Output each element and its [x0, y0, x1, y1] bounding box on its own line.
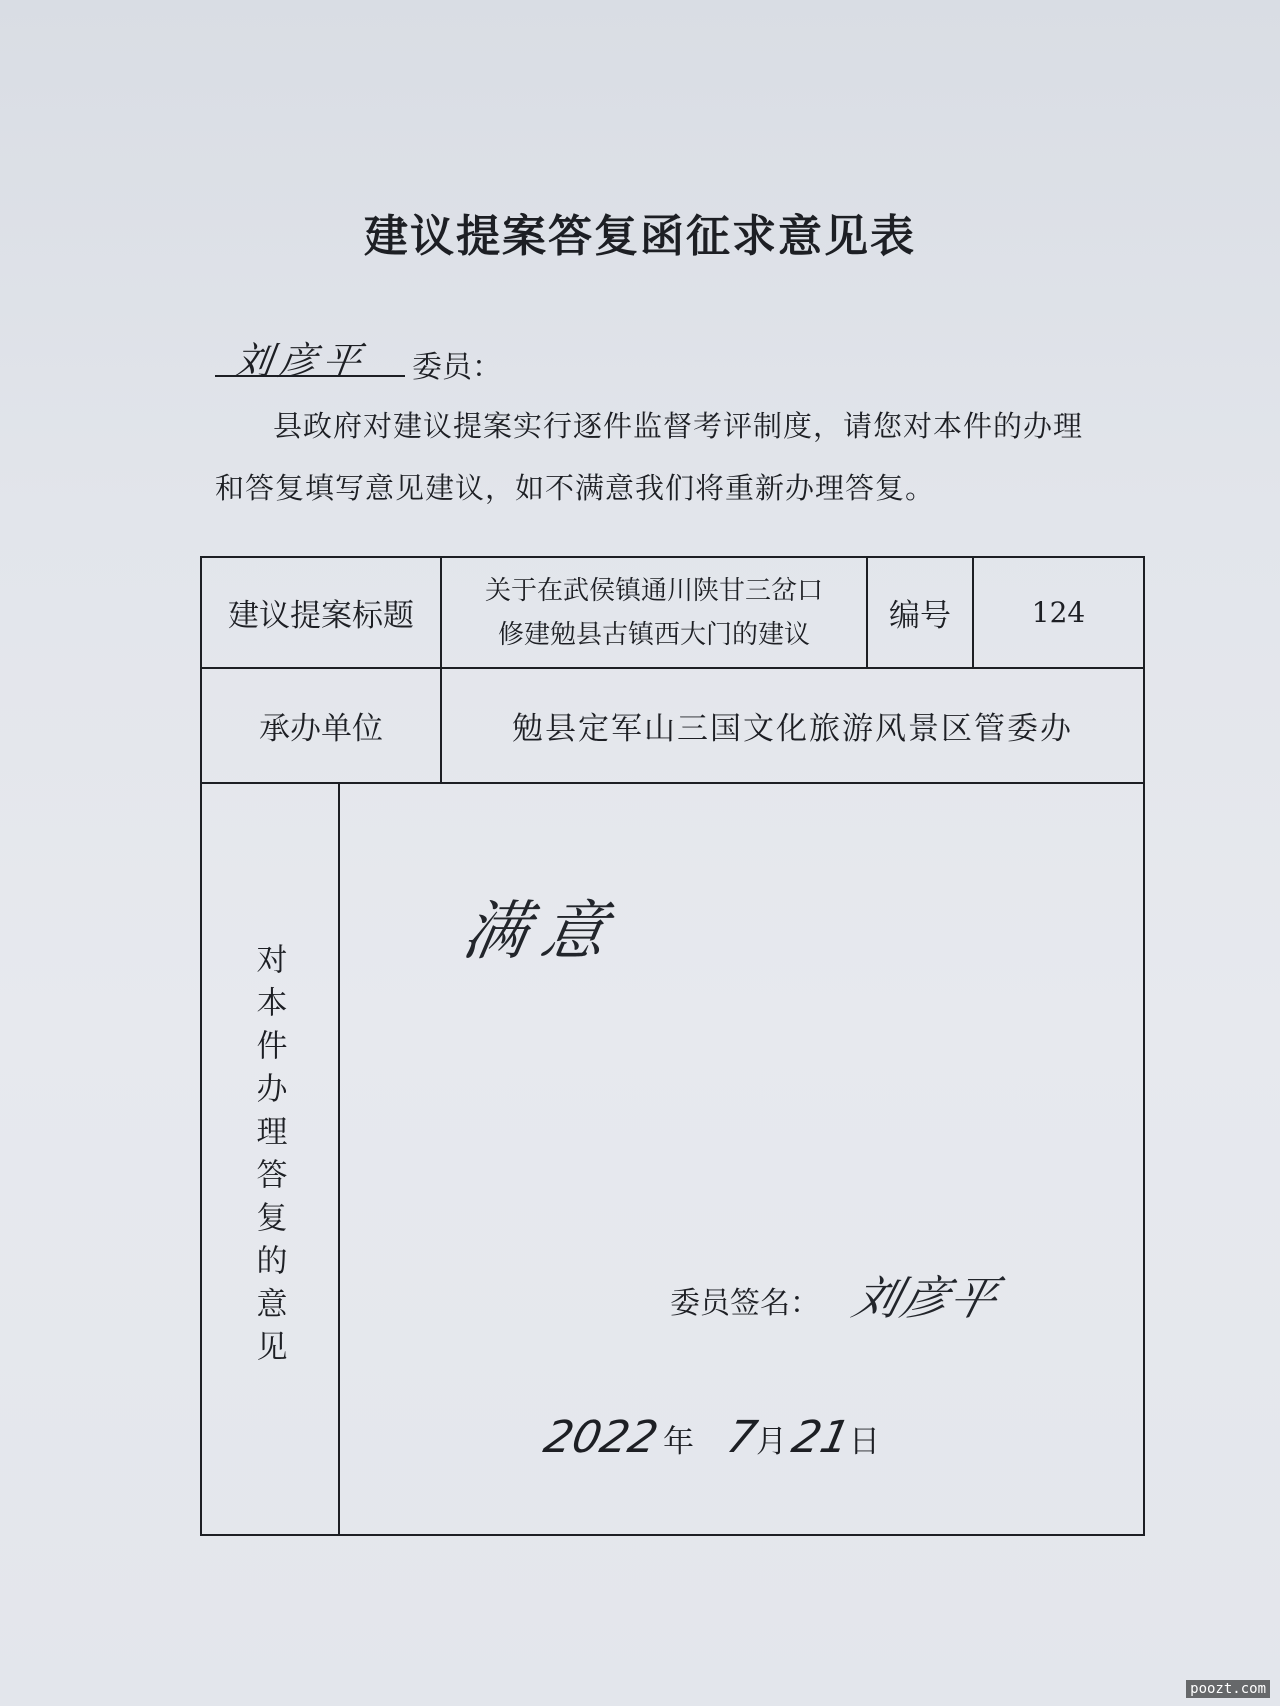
table-row-divider-2: [200, 782, 1145, 784]
opinion-label-text: 对本件办理答复的意见: [250, 943, 287, 1373]
date-month: 7: [722, 1412, 762, 1463]
watermark: poozt.com: [1186, 1680, 1270, 1698]
addressee-suffix: 委员：: [412, 350, 502, 385]
intro-line-2: 和答复填写意见建议，如不满意我们将重新办理答复。: [215, 471, 936, 505]
number-value: 124: [1031, 596, 1086, 629]
signature-handwritten: 刘彦平: [847, 1271, 1005, 1325]
table-border-right: [1143, 556, 1145, 1536]
date-year: 2022: [539, 1412, 663, 1463]
proposal-title-value: [442, 558, 866, 667]
addressee-name-handwritten: 刘彦平: [231, 339, 370, 383]
handling-unit-value: 勉县定军山三国文化旅游风景区管委办: [512, 711, 1073, 747]
opinion-label: [200, 780, 338, 1536]
date-day-unit: 日: [848, 1424, 880, 1460]
form-title: 建议提案答复函征求意见表: [364, 211, 916, 262]
date-year-unit: 年: [662, 1424, 694, 1460]
table-col-divider-opinion: [338, 782, 340, 1536]
signature-label: 委员签名：: [670, 1286, 820, 1321]
signature-date: [539, 1412, 886, 1463]
proposal-title-line-1: 关于在武侯镇通川陕甘三岔口: [484, 575, 823, 606]
table-border-bottom: [200, 1534, 1145, 1536]
intro-line-1: 县政府对建议提案实行逐件监督考评制度，请您对本件的办理: [273, 409, 1084, 443]
handling-unit-label: 承办单位: [259, 711, 383, 747]
date-month-unit: 月: [755, 1424, 787, 1460]
number-label: 编号: [889, 598, 951, 634]
intro-paragraph: [215, 395, 1115, 519]
proposal-title-label: 建议提案标题: [228, 598, 414, 634]
proposal-title-line-2: 修建勉县古镇西大门的建议: [497, 619, 810, 650]
date-day: 21: [787, 1412, 855, 1463]
opinion-handwritten: 满意: [457, 895, 627, 969]
